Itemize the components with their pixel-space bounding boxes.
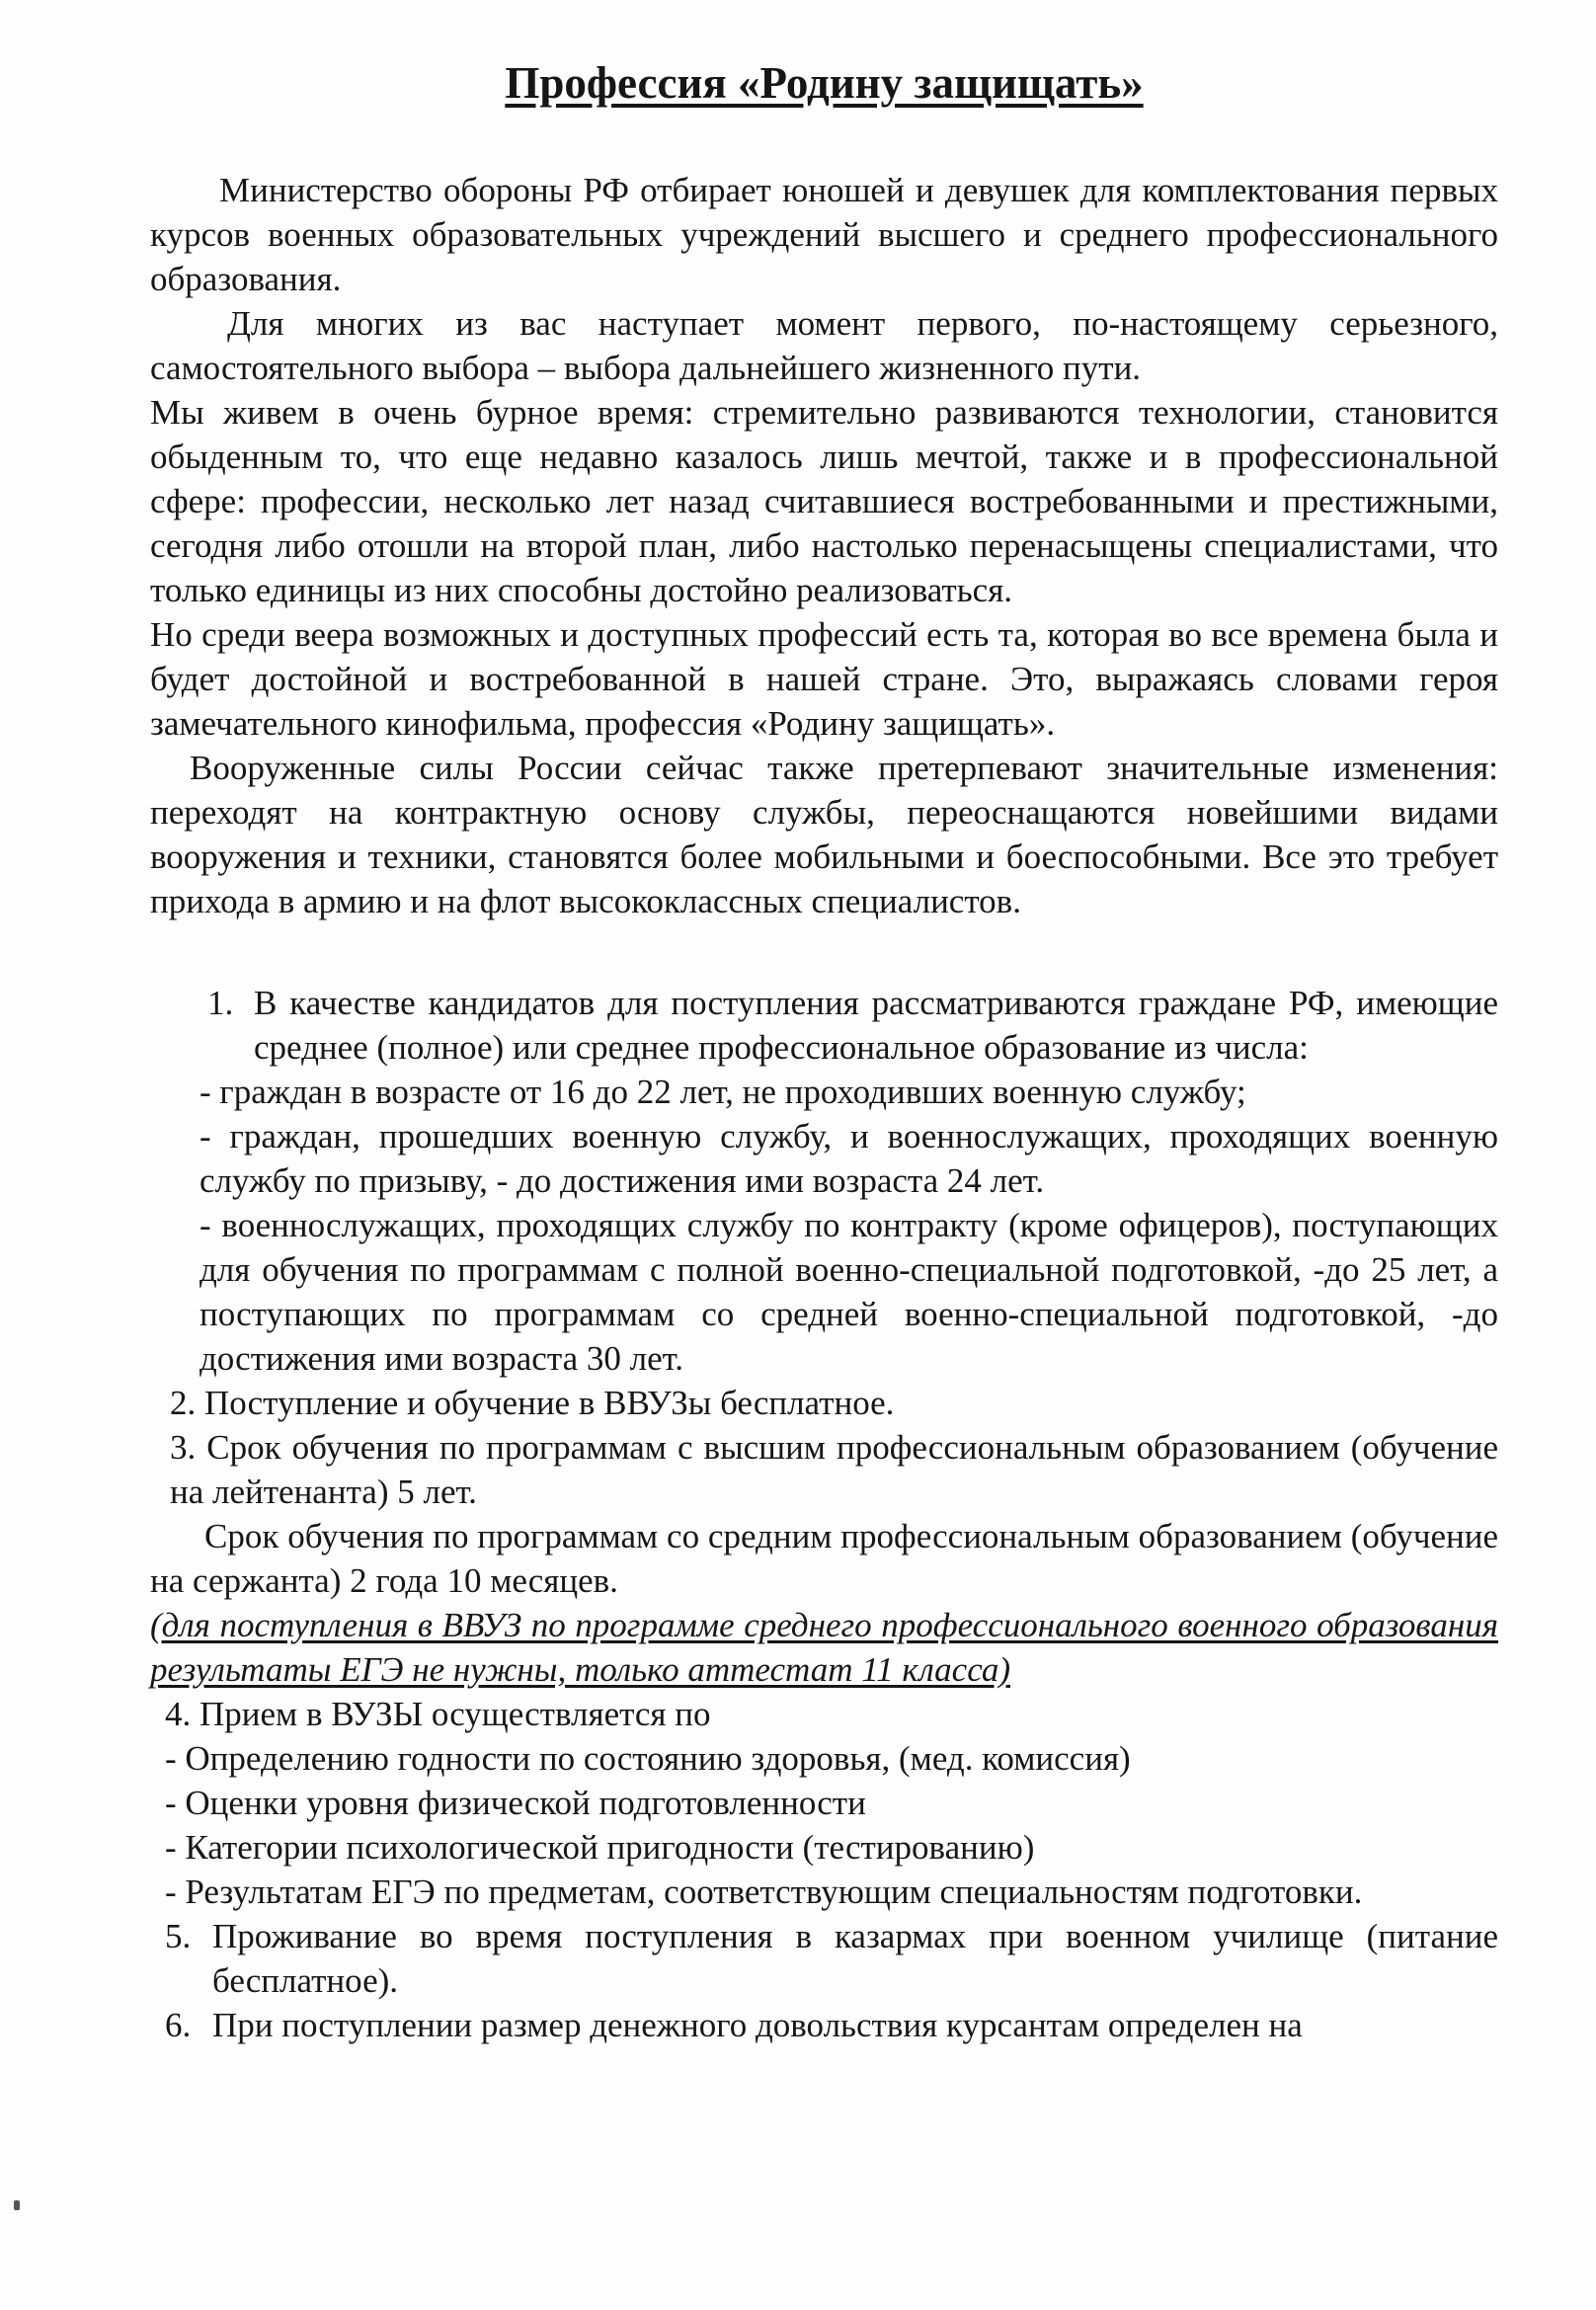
list-item-1-sub-1: - граждан в возрасте от 16 до 22 лет, не проходивших военную службу; <box>200 1072 1246 1111</box>
list-item-3: 3. Срок обучения по программам с высшим профессиональным образованием (обучение на лейтенанта) 5 лет. <box>170 1427 1498 1511</box>
list-item-1-number: 1. <box>207 983 234 1022</box>
list-item-4-sub-1: - Определению годности по состоянию здоровья, (мед. комиссия) <box>165 1738 1131 1778</box>
list-item-2: 2. Поступление и обучение в ВВУЗы бесплатное. <box>170 1383 895 1422</box>
scan-speck <box>14 2200 20 2210</box>
list-item-6-number: 6. <box>165 2005 192 2044</box>
intro-paragraph-3: Мы живем в очень бурное время: стремительно развиваются технологии, становится обыденным то, что еще недавно казалось лишь мечтой, также и в профессиональной сфере: профессии, несколько лет назад считавшиеся востребованными и престижными, сегодня либо отошли на второй план, либо настолько перенасыщены специалистами, что только единицы из них способны достойно реализоваться. <box>150 392 1498 609</box>
intro-paragraph-5: Вооруженные силы России сейчас также претерпевают значительные изменения: переходят на контрактную основу службы, переоснащаются новейшими видами вооружения и техники, становятся более мобильными и боеспособными. Все это требует прихода в армию и на флот высококлассных специалистов. <box>150 748 1498 920</box>
list-item-4-sub-3: - Категории психологической пригодности (тестированию) <box>165 1827 1035 1867</box>
list-item-5 <box>150 1914 1498 2003</box>
list-item-1-sub-2: - граждан, прошедших военную службу, и военнослужащих, проходящих военную службу по призыву, - до достижения ими возраста 24 лет. <box>200 1116 1498 1200</box>
intro-paragraph-4: Но среди веера возможных и доступных профессий есть та, которая во все времена была и будет достойной и востребованной в нашей стране. Это, выражаясь словами героя замечательного кинофильма, профессия «Родину защищать». <box>150 614 1498 743</box>
admission-note: (для поступления в ВВУЗ по программе среднего профессионального военного образования результаты ЕГЭ не нужны, только аттестат 11 класса) <box>150 1605 1498 1689</box>
list-item-6 <box>150 2003 1498 2047</box>
intro-paragraph-2: Для многих из вас наступает момент первого, по-настоящему серьезного, самостоятельного выбора – выбора дальнейшего жизненного пути. <box>150 303 1498 387</box>
list-item-5-text: Проживание во время поступления в казармах при военном училище (питание бесплатное). <box>212 1916 1498 2000</box>
list-item-1-text: В качестве кандидатов для поступления рассматриваются граждане РФ, имеющие среднее (полное) или среднее профессиональное образование из числа: <box>254 983 1498 1067</box>
list-item-4-sub-4: - Результатам ЕГЭ по предметам, соответствующим специальностям подготовки. <box>165 1872 1363 1911</box>
list-item-1 <box>150 981 1498 1070</box>
intro-paragraph-1: Министерство обороны РФ отбирает юношей и девушек для комплектования первых курсов военных образовательных учреждений высшего и среднего профессионального образования. <box>150 170 1498 298</box>
list-item-4-sub-2: - Оценки уровня физической подготовленности <box>165 1783 866 1822</box>
spacer <box>150 923 1498 981</box>
list-item-4: 4. Прием в ВУЗЫ осуществляется по <box>165 1694 711 1733</box>
list-item-1-sub-3: - военнослужащих, проходящих службу по контракту (кроме офицеров), поступающих для обучения по программам с полной военно-специальной подготовкой, -до 25 лет, а поступающих по программам со средней военно-специальной подготовкой, -до достижения ими возраста 30 лет. <box>200 1205 1498 1378</box>
list-item-5-number: 5. <box>165 1916 192 1955</box>
list-item-6-text: При поступлении размер денежного довольствия курсантам определен на <box>212 2005 1303 2044</box>
document-title: Профессия «Родину защищать» <box>505 58 1144 108</box>
list-item-3-continuation: Срок обучения по программам со средним профессиональным образованием (обучение на сержанта) 2 года 10 месяцев. <box>150 1516 1498 1600</box>
document-page <box>150 59 1498 2047</box>
